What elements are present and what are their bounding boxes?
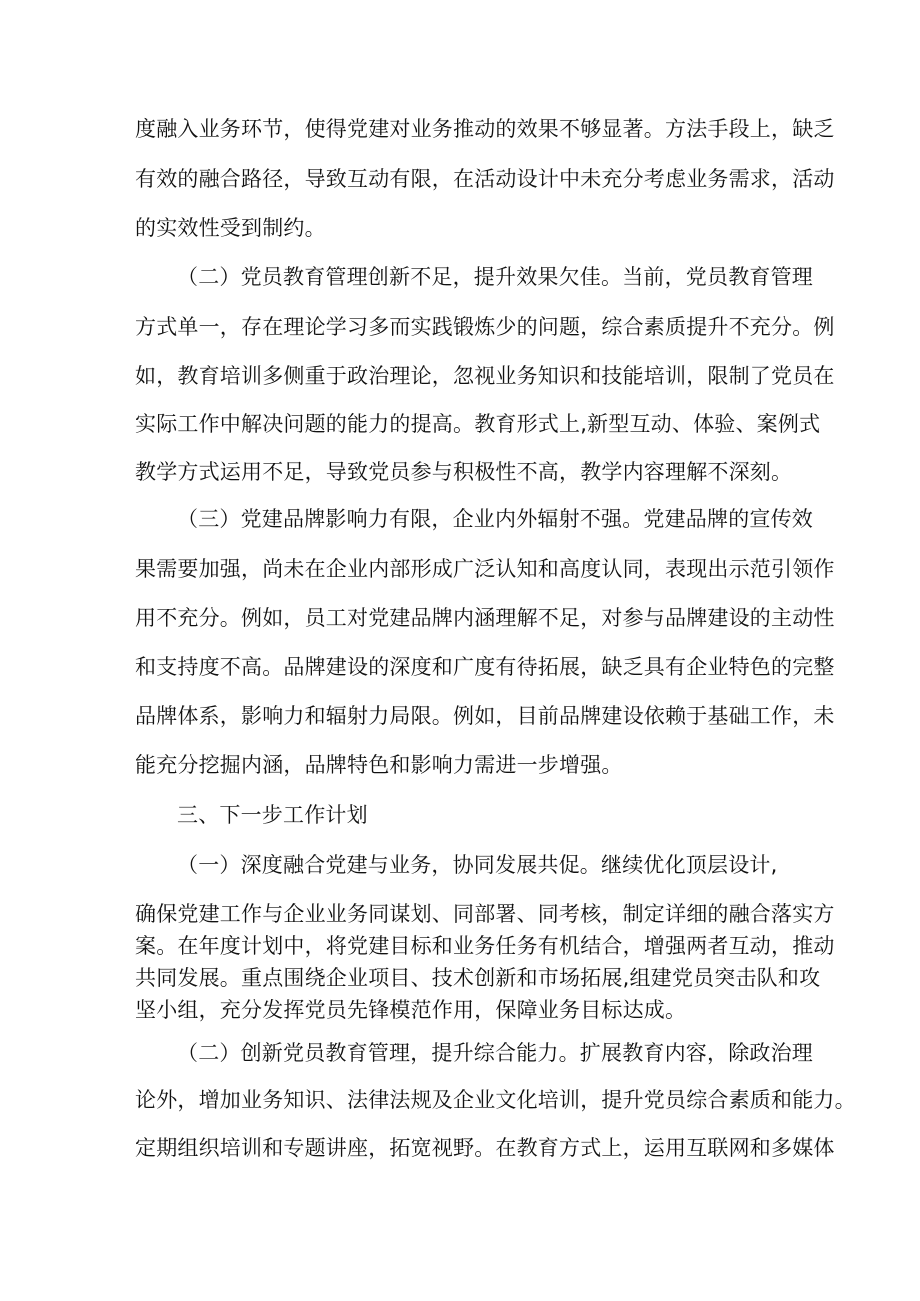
body-text-line: 品牌体系，影响力和辐射力局限。例如，目前品牌建设依赖于基础工作，未 (135, 704, 835, 728)
body-text-line: 度融入业务环节，使得党建对业务推动的效果不够显著。方法手段上，缺乏 (135, 117, 835, 141)
section-heading: （三）党建品牌影响力有限，企业内外辐射不强。党建品牌的宣传效 (177, 507, 813, 531)
body-text-line: 案。在年度计划中，将党建目标和业务任务有机结合，增强两者互动，推动 (135, 934, 835, 958)
body-text-line: 的实效性受到制约。 (135, 216, 326, 240)
body-text-line: 能充分挖掘内涵，品牌特色和影响力需进一步增强。 (135, 753, 623, 777)
section-heading: （一）深度融合党建与业务，协同发展共促。继续优化顶层设计, (177, 853, 778, 877)
body-text-line: 确保党建工作与企业业务同谋划、同部署、同考核，制定详细的融合落实方 (135, 902, 835, 926)
body-text-line: 教学方式运用不足，导致党员参与积极性不高，教学内容理解不深刻。 (135, 460, 793, 484)
body-text-line: 共同发展。重点围绕企业项目、技术创新和市场拓展,组建党员突击队和攻 (135, 966, 821, 990)
body-text-line: 和支持度不高。品牌建设的深度和广度有待拓展，缺乏具有企业特色的完整 (135, 655, 835, 679)
chapter-heading: 三、下一步工作计划 (177, 803, 368, 827)
body-text-line: 论外，增加业务知识、法律法规及企业文化培训，提升党员综合素质和能力。 (135, 1088, 856, 1112)
body-text-line: 有效的融合路径，导致互动有限，在活动设计中未充分考虑业务需求，活动 (135, 167, 835, 191)
body-text-line: 果需要加强，尚未在企业内部形成广泛认知和高度认同，表现出示范引领作 (135, 557, 835, 581)
section-heading: （二）党员教育管理创新不足，提升效果欠佳。当前，党员教育管理 (177, 265, 813, 289)
body-text-line: 如，教育培训多侧重于政治理论，忽视业务知识和技能培训，限制了党员在 (135, 364, 835, 388)
body-text-line: 用不充分。例如，员工对党建品牌内涵理解不足，对参与品牌建设的主动性 (135, 606, 835, 630)
body-text-line: 定期组织培训和专题讲座，拓宽视野。在教育方式上，运用互联网和多媒体 (135, 1136, 835, 1160)
body-text-line: 实际工作中解决问题的能力的提高。教育形式上,新型互动、体验、案例式 (135, 412, 821, 436)
body-text-line: 坚小组，充分发挥党员先锋模范作用，保障业务目标达成。 (135, 998, 687, 1022)
section-heading: （二）创新党员教育管理，提升综合能力。扩展教育内容，除政治理 (177, 1041, 813, 1065)
body-text-line: 方式单一，存在理论学习多而实践锻炼少的问题，综合素质提升不充分。例 (135, 315, 835, 339)
